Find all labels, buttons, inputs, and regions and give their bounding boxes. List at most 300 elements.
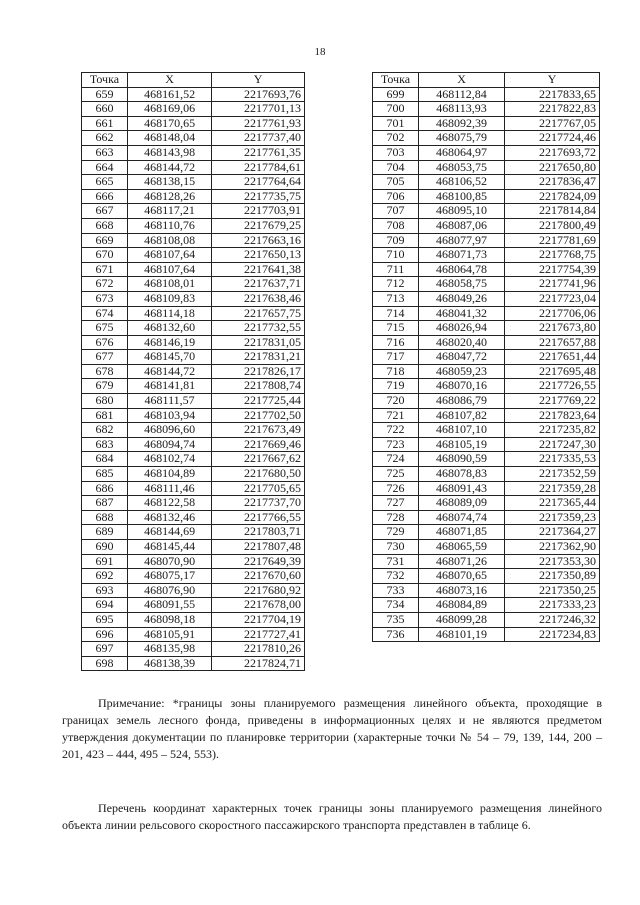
point-number-cell: 669 bbox=[82, 233, 128, 248]
point-number-cell: 681 bbox=[82, 408, 128, 423]
point-number-cell: 687 bbox=[82, 496, 128, 511]
point-number-cell: 721 bbox=[373, 408, 419, 423]
x-coordinate-cell: 468144,72 bbox=[128, 160, 212, 175]
y-coordinate-cell: 2217803,71 bbox=[212, 525, 305, 540]
point-number-cell: 722 bbox=[373, 423, 419, 438]
x-coordinate-cell: 468091,55 bbox=[128, 598, 212, 613]
table-row bbox=[82, 189, 305, 204]
x-coordinate-cell: 468096,60 bbox=[128, 423, 212, 438]
y-coordinate-cell: 2217823,64 bbox=[505, 408, 600, 423]
x-coordinate-cell: 468104,89 bbox=[128, 467, 212, 482]
x-coordinate-cell: 468146,19 bbox=[128, 335, 212, 350]
y-coordinate-cell: 2217637,71 bbox=[212, 277, 305, 292]
table-row bbox=[82, 554, 305, 569]
point-number-cell: 691 bbox=[82, 554, 128, 569]
table-row bbox=[373, 510, 600, 525]
header-x: X bbox=[128, 73, 212, 88]
y-coordinate-cell: 2217781,69 bbox=[505, 233, 600, 248]
y-coordinate-cell: 2217657,88 bbox=[505, 335, 600, 350]
table-row bbox=[82, 583, 305, 598]
table-row bbox=[82, 437, 305, 452]
table-row bbox=[82, 423, 305, 438]
y-coordinate-cell: 2217761,93 bbox=[212, 116, 305, 131]
y-coordinate-cell: 2217650,80 bbox=[505, 160, 600, 175]
y-coordinate-cell: 2217651,44 bbox=[505, 350, 600, 365]
x-coordinate-cell: 468070,90 bbox=[128, 554, 212, 569]
x-coordinate-cell: 468105,19 bbox=[419, 437, 505, 452]
y-coordinate-cell: 2217359,28 bbox=[505, 481, 600, 496]
x-coordinate-cell: 468077,97 bbox=[419, 233, 505, 248]
table-row bbox=[82, 131, 305, 146]
table-row bbox=[82, 277, 305, 292]
point-number-cell: 695 bbox=[82, 612, 128, 627]
x-coordinate-cell: 468084,89 bbox=[419, 598, 505, 613]
y-coordinate-cell: 2217807,48 bbox=[212, 540, 305, 555]
x-coordinate-cell: 468020,40 bbox=[419, 335, 505, 350]
x-coordinate-cell: 468058,75 bbox=[419, 277, 505, 292]
point-number-cell: 674 bbox=[82, 306, 128, 321]
y-coordinate-cell: 2217741,96 bbox=[505, 277, 600, 292]
point-number-cell: 684 bbox=[82, 452, 128, 467]
y-coordinate-cell: 2217649,39 bbox=[212, 554, 305, 569]
table-row bbox=[82, 248, 305, 263]
point-number-cell: 704 bbox=[373, 160, 419, 175]
point-number-cell: 679 bbox=[82, 379, 128, 394]
y-coordinate-cell: 2217727,41 bbox=[212, 627, 305, 642]
x-coordinate-cell: 468143,98 bbox=[128, 145, 212, 160]
table-row bbox=[82, 452, 305, 467]
y-coordinate-cell: 2217365,44 bbox=[505, 496, 600, 511]
x-coordinate-cell: 468094,74 bbox=[128, 437, 212, 452]
x-coordinate-cell: 468144,69 bbox=[128, 525, 212, 540]
point-number-cell: 666 bbox=[82, 189, 128, 204]
x-coordinate-cell: 468095,10 bbox=[419, 204, 505, 219]
y-coordinate-cell: 2217650,13 bbox=[212, 248, 305, 263]
y-coordinate-cell: 2217362,90 bbox=[505, 540, 600, 555]
table-row bbox=[82, 525, 305, 540]
table-row bbox=[82, 569, 305, 584]
x-coordinate-cell: 468108,01 bbox=[128, 277, 212, 292]
y-coordinate-cell: 2217667,62 bbox=[212, 452, 305, 467]
header-y: Y bbox=[505, 73, 600, 88]
coordinates-table-right bbox=[372, 72, 600, 642]
table-row bbox=[82, 510, 305, 525]
x-coordinate-cell: 468102,74 bbox=[128, 452, 212, 467]
x-coordinate-cell: 468074,74 bbox=[419, 510, 505, 525]
y-coordinate-cell: 2217695,48 bbox=[505, 364, 600, 379]
coordinates-table-left bbox=[81, 72, 305, 671]
table-row bbox=[373, 321, 600, 336]
y-coordinate-cell: 2217234,83 bbox=[505, 627, 600, 642]
table-row bbox=[373, 379, 600, 394]
x-coordinate-cell: 468100,85 bbox=[419, 189, 505, 204]
point-number-cell: 678 bbox=[82, 364, 128, 379]
point-number-cell: 697 bbox=[82, 642, 128, 657]
point-number-cell: 683 bbox=[82, 437, 128, 452]
table-row bbox=[82, 364, 305, 379]
x-coordinate-cell: 468108,08 bbox=[128, 233, 212, 248]
y-coordinate-cell: 2217352,59 bbox=[505, 467, 600, 482]
point-number-cell: 694 bbox=[82, 598, 128, 613]
y-coordinate-cell: 2217350,25 bbox=[505, 583, 600, 598]
table-row bbox=[82, 481, 305, 496]
y-coordinate-cell: 2217808,74 bbox=[212, 379, 305, 394]
y-coordinate-cell: 2217737,40 bbox=[212, 131, 305, 146]
y-coordinate-cell: 2217673,49 bbox=[212, 423, 305, 438]
x-coordinate-cell: 468089,09 bbox=[419, 496, 505, 511]
table-row bbox=[82, 262, 305, 277]
y-coordinate-cell: 2217784,61 bbox=[212, 160, 305, 175]
y-coordinate-cell: 2217669,46 bbox=[212, 437, 305, 452]
table-row bbox=[373, 306, 600, 321]
x-coordinate-cell: 468101,19 bbox=[419, 627, 505, 642]
point-number-cell: 719 bbox=[373, 379, 419, 394]
header-x: X bbox=[419, 73, 505, 88]
table-row bbox=[373, 291, 600, 306]
y-coordinate-cell: 2217657,75 bbox=[212, 306, 305, 321]
table-row bbox=[82, 160, 305, 175]
x-coordinate-cell: 468059,23 bbox=[419, 364, 505, 379]
table-row bbox=[373, 145, 600, 160]
x-coordinate-cell: 468132,46 bbox=[128, 510, 212, 525]
point-number-cell: 664 bbox=[82, 160, 128, 175]
table-row bbox=[373, 467, 600, 482]
y-coordinate-cell: 2217726,55 bbox=[505, 379, 600, 394]
x-coordinate-cell: 468110,76 bbox=[128, 218, 212, 233]
x-coordinate-cell: 468092,39 bbox=[419, 116, 505, 131]
y-coordinate-cell: 2217766,55 bbox=[212, 510, 305, 525]
x-coordinate-cell: 468112,84 bbox=[419, 87, 505, 102]
point-number-cell: 688 bbox=[82, 510, 128, 525]
table-row bbox=[373, 160, 600, 175]
point-number-cell: 702 bbox=[373, 131, 419, 146]
point-number-cell: 731 bbox=[373, 554, 419, 569]
x-coordinate-cell: 468026,94 bbox=[419, 321, 505, 336]
point-number-cell: 720 bbox=[373, 394, 419, 409]
y-coordinate-cell: 2217693,76 bbox=[212, 87, 305, 102]
x-coordinate-cell: 468107,64 bbox=[128, 248, 212, 263]
table-row bbox=[373, 218, 600, 233]
y-coordinate-cell: 2217725,44 bbox=[212, 394, 305, 409]
y-coordinate-cell: 2217822,83 bbox=[505, 102, 600, 117]
y-coordinate-cell: 2217724,46 bbox=[505, 131, 600, 146]
x-coordinate-cell: 468117,21 bbox=[128, 204, 212, 219]
y-coordinate-cell: 2217764,64 bbox=[212, 175, 305, 190]
table-header-row bbox=[373, 73, 600, 88]
x-coordinate-cell: 468144,72 bbox=[128, 364, 212, 379]
table-row bbox=[373, 175, 600, 190]
point-number-cell: 677 bbox=[82, 350, 128, 365]
point-number-cell: 729 bbox=[373, 525, 419, 540]
point-number-cell: 708 bbox=[373, 218, 419, 233]
table-row bbox=[373, 204, 600, 219]
point-number-cell: 732 bbox=[373, 569, 419, 584]
point-number-cell: 716 bbox=[373, 335, 419, 350]
point-number-cell: 733 bbox=[373, 583, 419, 598]
table-row bbox=[82, 233, 305, 248]
point-number-cell: 705 bbox=[373, 175, 419, 190]
table-row bbox=[373, 525, 600, 540]
x-coordinate-cell: 468065,59 bbox=[419, 540, 505, 555]
x-coordinate-cell: 468128,26 bbox=[128, 189, 212, 204]
x-coordinate-cell: 468169,06 bbox=[128, 102, 212, 117]
table-row bbox=[82, 102, 305, 117]
table-row bbox=[373, 87, 600, 102]
point-number-cell: 709 bbox=[373, 233, 419, 248]
x-coordinate-cell: 468076,90 bbox=[128, 583, 212, 598]
x-coordinate-cell: 468041,32 bbox=[419, 306, 505, 321]
x-coordinate-cell: 468105,91 bbox=[128, 627, 212, 642]
table-row bbox=[82, 612, 305, 627]
table-row bbox=[373, 540, 600, 555]
x-coordinate-cell: 468148,04 bbox=[128, 131, 212, 146]
y-coordinate-cell: 2217824,71 bbox=[212, 656, 305, 671]
y-coordinate-cell: 2217826,17 bbox=[212, 364, 305, 379]
y-coordinate-cell: 2217693,72 bbox=[505, 145, 600, 160]
y-coordinate-cell: 2217831,05 bbox=[212, 335, 305, 350]
page-number: 18 bbox=[314, 46, 326, 58]
x-coordinate-cell: 468138,39 bbox=[128, 656, 212, 671]
x-coordinate-cell: 468113,93 bbox=[419, 102, 505, 117]
table-row bbox=[82, 218, 305, 233]
table-row bbox=[373, 612, 600, 627]
x-coordinate-cell: 468170,65 bbox=[128, 116, 212, 131]
y-coordinate-cell: 2217800,49 bbox=[505, 218, 600, 233]
table-row bbox=[82, 306, 305, 321]
x-coordinate-cell: 468106,52 bbox=[419, 175, 505, 190]
table-row bbox=[373, 394, 600, 409]
table-row bbox=[82, 656, 305, 671]
x-coordinate-cell: 468111,46 bbox=[128, 481, 212, 496]
x-coordinate-cell: 468141,81 bbox=[128, 379, 212, 394]
y-coordinate-cell: 2217703,91 bbox=[212, 204, 305, 219]
x-coordinate-cell: 468075,17 bbox=[128, 569, 212, 584]
y-coordinate-cell: 2217704,19 bbox=[212, 612, 305, 627]
table-row bbox=[82, 204, 305, 219]
y-coordinate-cell: 2217364,27 bbox=[505, 525, 600, 540]
table-row bbox=[82, 496, 305, 511]
y-coordinate-cell: 2217754,39 bbox=[505, 262, 600, 277]
y-coordinate-cell: 2217641,38 bbox=[212, 262, 305, 277]
x-coordinate-cell: 468103,94 bbox=[128, 408, 212, 423]
x-coordinate-cell: 468161,52 bbox=[128, 87, 212, 102]
y-coordinate-cell: 2217732,55 bbox=[212, 321, 305, 336]
table-row bbox=[82, 175, 305, 190]
header-point: Точка bbox=[82, 73, 128, 88]
y-coordinate-cell: 2217768,75 bbox=[505, 248, 600, 263]
point-number-cell: 730 bbox=[373, 540, 419, 555]
table-row bbox=[373, 496, 600, 511]
x-coordinate-cell: 468047,72 bbox=[419, 350, 505, 365]
y-coordinate-cell: 2217670,60 bbox=[212, 569, 305, 584]
y-coordinate-cell: 2217701,13 bbox=[212, 102, 305, 117]
y-coordinate-cell: 2217235,82 bbox=[505, 423, 600, 438]
y-coordinate-cell: 2217680,92 bbox=[212, 583, 305, 598]
point-number-cell: 707 bbox=[373, 204, 419, 219]
point-number-cell: 672 bbox=[82, 277, 128, 292]
x-coordinate-cell: 468078,83 bbox=[419, 467, 505, 482]
x-coordinate-cell: 468114,18 bbox=[128, 306, 212, 321]
table-row bbox=[373, 262, 600, 277]
y-coordinate-cell: 2217737,70 bbox=[212, 496, 305, 511]
x-coordinate-cell: 468075,79 bbox=[419, 131, 505, 146]
table-row bbox=[373, 598, 600, 613]
table-row bbox=[373, 452, 600, 467]
y-coordinate-cell: 2217333,23 bbox=[505, 598, 600, 613]
point-number-cell: 661 bbox=[82, 116, 128, 131]
table-row bbox=[82, 145, 305, 160]
x-coordinate-cell: 468070,16 bbox=[419, 379, 505, 394]
table-row bbox=[373, 233, 600, 248]
table-row bbox=[373, 189, 600, 204]
header-point: Точка bbox=[373, 73, 419, 88]
table-row bbox=[373, 350, 600, 365]
y-coordinate-cell: 2217680,50 bbox=[212, 467, 305, 482]
table-row bbox=[82, 350, 305, 365]
y-coordinate-cell: 2217761,35 bbox=[212, 145, 305, 160]
point-number-cell: 698 bbox=[82, 656, 128, 671]
y-coordinate-cell: 2217810,26 bbox=[212, 642, 305, 657]
y-coordinate-cell: 2217706,06 bbox=[505, 306, 600, 321]
point-number-cell: 725 bbox=[373, 467, 419, 482]
table-row bbox=[82, 408, 305, 423]
y-coordinate-cell: 2217769,22 bbox=[505, 394, 600, 409]
point-number-cell: 736 bbox=[373, 627, 419, 642]
x-coordinate-cell: 468049,26 bbox=[419, 291, 505, 306]
x-coordinate-cell: 468071,85 bbox=[419, 525, 505, 540]
y-coordinate-cell: 2217673,80 bbox=[505, 321, 600, 336]
point-number-cell: 692 bbox=[82, 569, 128, 584]
y-coordinate-cell: 2217638,46 bbox=[212, 291, 305, 306]
point-number-cell: 713 bbox=[373, 291, 419, 306]
table-row bbox=[373, 102, 600, 117]
point-number-cell: 686 bbox=[82, 481, 128, 496]
point-number-cell: 665 bbox=[82, 175, 128, 190]
y-coordinate-cell: 2217678,00 bbox=[212, 598, 305, 613]
list-paragraph-text: Перечень координат характерных точек границы зоны планируемого размещения линейного объекта линии рельсового скоростного пассажирского транспорта представлен в таблице 6. bbox=[62, 801, 602, 832]
table-row bbox=[373, 437, 600, 452]
x-coordinate-cell: 468111,57 bbox=[128, 394, 212, 409]
table-row bbox=[82, 291, 305, 306]
point-number-cell: 693 bbox=[82, 583, 128, 598]
x-coordinate-cell: 468091,43 bbox=[419, 481, 505, 496]
y-coordinate-cell: 2217679,25 bbox=[212, 218, 305, 233]
x-coordinate-cell: 468090,59 bbox=[419, 452, 505, 467]
y-coordinate-cell: 2217833,65 bbox=[505, 87, 600, 102]
point-number-cell: 711 bbox=[373, 262, 419, 277]
x-coordinate-cell: 468099,28 bbox=[419, 612, 505, 627]
point-number-cell: 735 bbox=[373, 612, 419, 627]
x-coordinate-cell: 468071,26 bbox=[419, 554, 505, 569]
table-row bbox=[373, 423, 600, 438]
point-number-cell: 689 bbox=[82, 525, 128, 540]
point-number-cell: 724 bbox=[373, 452, 419, 467]
x-coordinate-cell: 468107,64 bbox=[128, 262, 212, 277]
point-number-cell: 714 bbox=[373, 306, 419, 321]
x-coordinate-cell: 468086,79 bbox=[419, 394, 505, 409]
y-coordinate-cell: 2217247,30 bbox=[505, 437, 600, 452]
point-number-cell: 673 bbox=[82, 291, 128, 306]
table-row bbox=[373, 277, 600, 292]
x-coordinate-cell: 468064,78 bbox=[419, 262, 505, 277]
x-coordinate-cell: 468098,18 bbox=[128, 612, 212, 627]
point-number-cell: 690 bbox=[82, 540, 128, 555]
x-coordinate-cell: 468071,73 bbox=[419, 248, 505, 263]
table-row bbox=[373, 627, 600, 642]
y-coordinate-cell: 2217831,21 bbox=[212, 350, 305, 365]
point-number-cell: 723 bbox=[373, 437, 419, 452]
y-coordinate-cell: 2217767,05 bbox=[505, 116, 600, 131]
coordinates-list-paragraph bbox=[62, 800, 602, 834]
point-number-cell: 715 bbox=[373, 321, 419, 336]
table-row bbox=[373, 364, 600, 379]
point-number-cell: 726 bbox=[373, 481, 419, 496]
table-row bbox=[82, 540, 305, 555]
y-coordinate-cell: 2217350,89 bbox=[505, 569, 600, 584]
point-number-cell: 696 bbox=[82, 627, 128, 642]
x-coordinate-cell: 468135,98 bbox=[128, 642, 212, 657]
table-row bbox=[373, 248, 600, 263]
point-number-cell: 680 bbox=[82, 394, 128, 409]
y-coordinate-cell: 2217814,84 bbox=[505, 204, 600, 219]
point-number-cell: 671 bbox=[82, 262, 128, 277]
x-coordinate-cell: 468073,16 bbox=[419, 583, 505, 598]
table-row bbox=[82, 627, 305, 642]
table-row bbox=[82, 87, 305, 102]
table-row bbox=[373, 569, 600, 584]
table-row bbox=[373, 583, 600, 598]
x-coordinate-cell: 468138,15 bbox=[128, 175, 212, 190]
table-row bbox=[373, 116, 600, 131]
point-number-cell: 682 bbox=[82, 423, 128, 438]
point-number-cell: 701 bbox=[373, 116, 419, 131]
point-number-cell: 685 bbox=[82, 467, 128, 482]
x-coordinate-cell: 468107,10 bbox=[419, 423, 505, 438]
table-row bbox=[82, 642, 305, 657]
point-number-cell: 728 bbox=[373, 510, 419, 525]
y-coordinate-cell: 2217359,23 bbox=[505, 510, 600, 525]
table-row bbox=[373, 335, 600, 350]
point-number-cell: 700 bbox=[373, 102, 419, 117]
table-row bbox=[82, 379, 305, 394]
point-number-cell: 676 bbox=[82, 335, 128, 350]
point-number-cell: 670 bbox=[82, 248, 128, 263]
point-number-cell: 706 bbox=[373, 189, 419, 204]
table-row bbox=[82, 116, 305, 131]
point-number-cell: 727 bbox=[373, 496, 419, 511]
x-coordinate-cell: 468122,58 bbox=[128, 496, 212, 511]
point-number-cell: 668 bbox=[82, 218, 128, 233]
x-coordinate-cell: 468087,06 bbox=[419, 218, 505, 233]
point-number-cell: 712 bbox=[373, 277, 419, 292]
table-row bbox=[82, 394, 305, 409]
table-header-row bbox=[82, 73, 305, 88]
point-number-cell: 710 bbox=[373, 248, 419, 263]
point-number-cell: 667 bbox=[82, 204, 128, 219]
x-coordinate-cell: 468145,70 bbox=[128, 350, 212, 365]
x-coordinate-cell: 468107,82 bbox=[419, 408, 505, 423]
table-row bbox=[82, 598, 305, 613]
y-coordinate-cell: 2217723,04 bbox=[505, 291, 600, 306]
table-row bbox=[373, 131, 600, 146]
table-row bbox=[82, 321, 305, 336]
y-coordinate-cell: 2217702,50 bbox=[212, 408, 305, 423]
table-row bbox=[373, 408, 600, 423]
y-coordinate-cell: 2217663,16 bbox=[212, 233, 305, 248]
point-number-cell: 675 bbox=[82, 321, 128, 336]
table-row bbox=[373, 481, 600, 496]
point-number-cell: 659 bbox=[82, 87, 128, 102]
